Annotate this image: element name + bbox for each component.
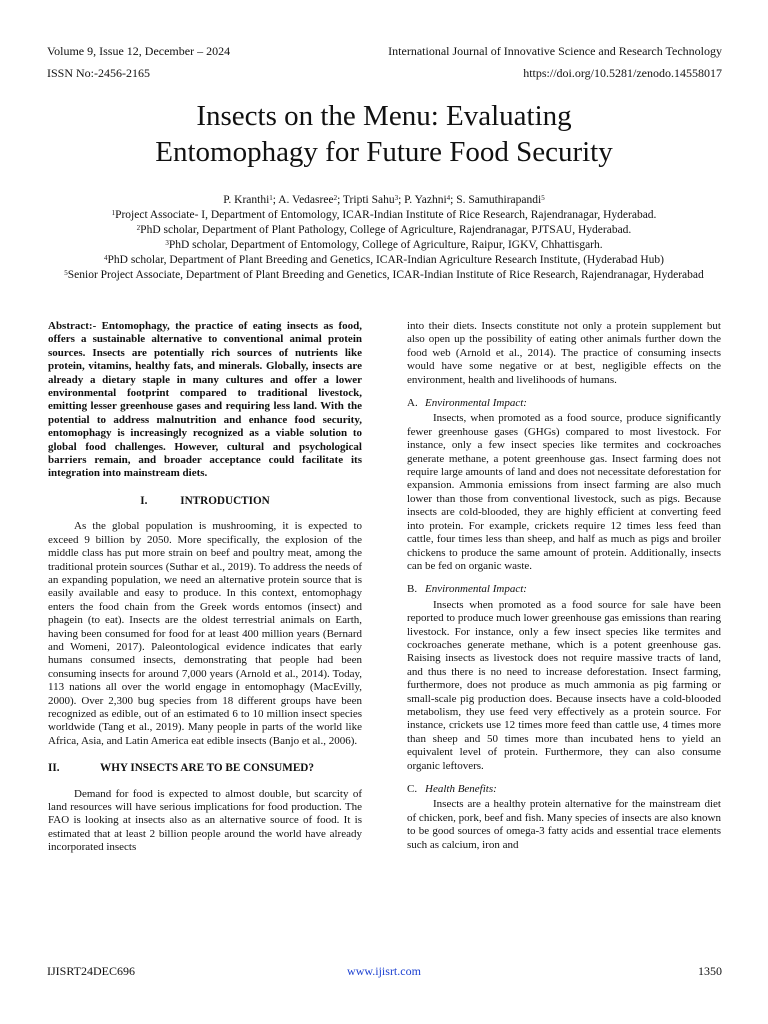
author-name: ; Tripti Sahu bbox=[337, 194, 395, 206]
affiliation-sup: 3 bbox=[165, 239, 169, 247]
section-title: INTRODUCTION bbox=[180, 494, 270, 507]
title-line-2: Entomophagy for Future Food Security bbox=[155, 136, 613, 168]
author-list bbox=[40, 193, 728, 208]
subsection-letter: B. bbox=[407, 583, 418, 596]
journal-name: International Journal of Innovative Science and Research Technology bbox=[388, 44, 722, 58]
affiliation-text: PhD scholar, Department of Plant Pathology, College of Agriculture, Rajendranagar, PJTSAU, Hyderabad. bbox=[140, 224, 632, 236]
affiliation bbox=[40, 208, 728, 223]
author-sup: 5 bbox=[541, 194, 545, 202]
author-sup: 1 bbox=[269, 194, 273, 202]
affiliation bbox=[40, 238, 728, 253]
section-heading-why-insects bbox=[48, 762, 362, 775]
affiliation-text: PhD scholar, Department of Plant Breeding and Genetics, ICAR-Indian Agriculture Research Institute, (Hyderabad Hub) bbox=[107, 254, 664, 266]
title-line-1: Insects on the Menu: Evaluating bbox=[196, 100, 572, 132]
page-number: 1350 bbox=[698, 964, 722, 978]
affiliation-text: Senior Project Associate, Department of Plant Breeding and Genetics, ICAR-Indian Institute of Rice Research, Rajendranagar, Hyderabad bbox=[67, 269, 704, 281]
section-number: II. bbox=[48, 762, 60, 775]
doi-link[interactable]: https://doi.org/10.5281/zenodo.14558017 bbox=[523, 66, 722, 80]
why-insects-paragraph-continued: into their diets. Insects constitute not only a protein supplement but also open up the possibility of eating other animals further down the food web (Arnold et al., 2014). The practice of consuming insects would have some negative or at best, negligible effects on the environment, health and livelihoods of humans. bbox=[407, 320, 721, 386]
author-name: ; P. Yazhni bbox=[398, 194, 447, 206]
paper-title bbox=[0, 98, 768, 170]
affiliation-sup: 5 bbox=[64, 269, 68, 277]
section-number: I. bbox=[140, 494, 148, 507]
author-sup: 3 bbox=[394, 194, 399, 202]
author-name: ; S. Samuthirapandi bbox=[450, 194, 542, 206]
author-name: P. Kranthi bbox=[223, 194, 270, 206]
volume-issue: Volume 9, Issue 12, December – 2024 bbox=[47, 44, 231, 58]
issn: ISSN No:-2456-2165 bbox=[47, 66, 151, 80]
affiliation-sup: 1 bbox=[111, 209, 116, 217]
subsection-heading-b bbox=[407, 583, 721, 596]
right-column bbox=[407, 320, 721, 852]
left-column bbox=[48, 320, 362, 855]
affiliation bbox=[40, 223, 728, 238]
affiliation-text: Project Associate- I, Department of Entomology, ICAR-Indian Institute of Rice Research, Rajendranagar, Hyderabad. bbox=[115, 209, 657, 221]
subsection-letter: A. bbox=[407, 397, 418, 410]
section-title: WHY INSECTS ARE TO BE CONSUMED? bbox=[100, 762, 314, 775]
author-block bbox=[40, 193, 728, 283]
why-insects-paragraph: Demand for food is expected to almost double, but scarcity of land resources will have serious implications for food production. The FAO is looking at insects also as an alternative source of food. It is estimated that at least 2 billion people around the world have already incorporated insects bbox=[48, 787, 362, 854]
subsection-c-paragraph: Insects are a healthy protein alternative for the mainstream diet of chicken, pork, beef and fish. Many species of insects are also known to be good sources of omega-3 fatty acids and essential trace elements such as calcium, iron and bbox=[407, 798, 721, 851]
subsection-letter: C. bbox=[407, 783, 418, 795]
affiliation bbox=[40, 253, 728, 268]
subsection-heading-c bbox=[407, 783, 721, 796]
subsection-title: Environmental Impact: bbox=[425, 583, 527, 596]
subsection-title: Health Benefits: bbox=[425, 783, 497, 795]
affiliation-sup: 4 bbox=[104, 254, 108, 262]
subsection-title: Environmental Impact: bbox=[425, 397, 527, 410]
website-link[interactable]: www.ijisrt.com bbox=[347, 964, 421, 978]
affiliation bbox=[40, 268, 728, 283]
author-sup: 2 bbox=[333, 194, 338, 202]
abstract: Abstract:- Entomophagy, the practice of eating insects as food, offers a sustainable alternative to conventional animal protein sources. Insects are potentially rich sources of nutrients like protein, vitamins, healthy fats, and minerals. Globally, insects are already a dietary staple in many cultures and offer a lower environmental footprint compared to traditional livestock, emitting lesser greenhouse gases and requiring less land. With the potential to address malnutrition and enhance food security, entomophagy is increasingly recognized as a viable solution to global food challenges. However, cultural and psychological barriers remain, and broader acceptance could facilitate its integration into mainstream diets. bbox=[48, 320, 362, 480]
subsection-a-paragraph: Insects, when promoted as a food source, produce significantly fewer greenhouse gases (GHGs) compared to most livestock. For instance, only a few insect species like termites and cockroaches generate methane, a potent greenhouse gas. Insect farming does not require large amounts of land and does not necessitate deforestation for expansion. Ammonia emissions from insect farming are also much lower than those from conventional livestock, such as pigs. Because insects are cold-blooded, they are highly efficient at converting feed into protein. For example, crickets require 12 times less feed than cattle, four times less than sheep, and half as much as pigs and broiler chickens to produce the same amount of protein. Additionally, insects can be fed on organic waste. bbox=[407, 412, 721, 572]
affiliation-sup: 2 bbox=[136, 224, 141, 232]
subsection-b-paragraph: Insects when promoted as a food source for sale have been reported to produce much lower greenhouse gas emissions than rearing livestock. For instance, only a few insect species like termites and cockroaches generate methane, which is a potent greenhouse gas. Raising insects as livestock does not require massive tracts of land, and thus there is no need to increase deforestation. Insect farming, furthermore, does not produce as much ammonia as pig farming or small-scale pig production does. Because insects have a cold-blooded metabolism, they use feed very effectively as a protein source. For instance, crickets use 12 times more feed than cattle use, 4 times more than sheep and 50 times more than incubated hens to yield an equivalent level of protein. Furthermore, they can also consume organic leftovers. bbox=[407, 598, 721, 772]
intro-paragraph: As the global population is mushrooming, it is expected to exceed 9 billion by 2050. More specifically, the explosion of the middle class has put more strain on beef and poultry meat, among the traditional protein sources (Suthar et al., 2019). To address the needs of an expanding population, we need an alternative protein source that is easily available and easy to produce. In this context, entomophagy enters the food chain from the Greek words entomos (insect) and phagein (to eat). Insects are the oldest terrestrial animals on Earth, having been consumed for food for at least 400 million years (Bernard and Womeni, 2017). Paleontological evidence indicates that early humans consumed insects, demonstrating that people had been consuming insects for around 7,000 years (Arnold et al., 2014). Today, 113 nations all over the world engage in entomophagy (MacEvilly, 2000). Over 2,300 bug species from 18 different groups have been recognized as edible, out of an estimated 6 to 10 million insect species worldwide (Tang et al., 2019). Many people in parts of the world like Africa, Asia, and Latin America eat edible insects (Banjo et al., 2006). bbox=[48, 520, 362, 747]
paper-id: IJISRT24DEC696 bbox=[47, 964, 135, 978]
author-name: ; A. Vedasree bbox=[272, 194, 334, 206]
author-sup: 4 bbox=[446, 194, 451, 202]
section-heading-introduction bbox=[48, 495, 362, 508]
subsection-heading-a bbox=[407, 397, 721, 410]
affiliation-text: PhD scholar, Department of Entomology, College of Agriculture, Raipur, IGKV, Chhattisgarh. bbox=[168, 239, 603, 251]
